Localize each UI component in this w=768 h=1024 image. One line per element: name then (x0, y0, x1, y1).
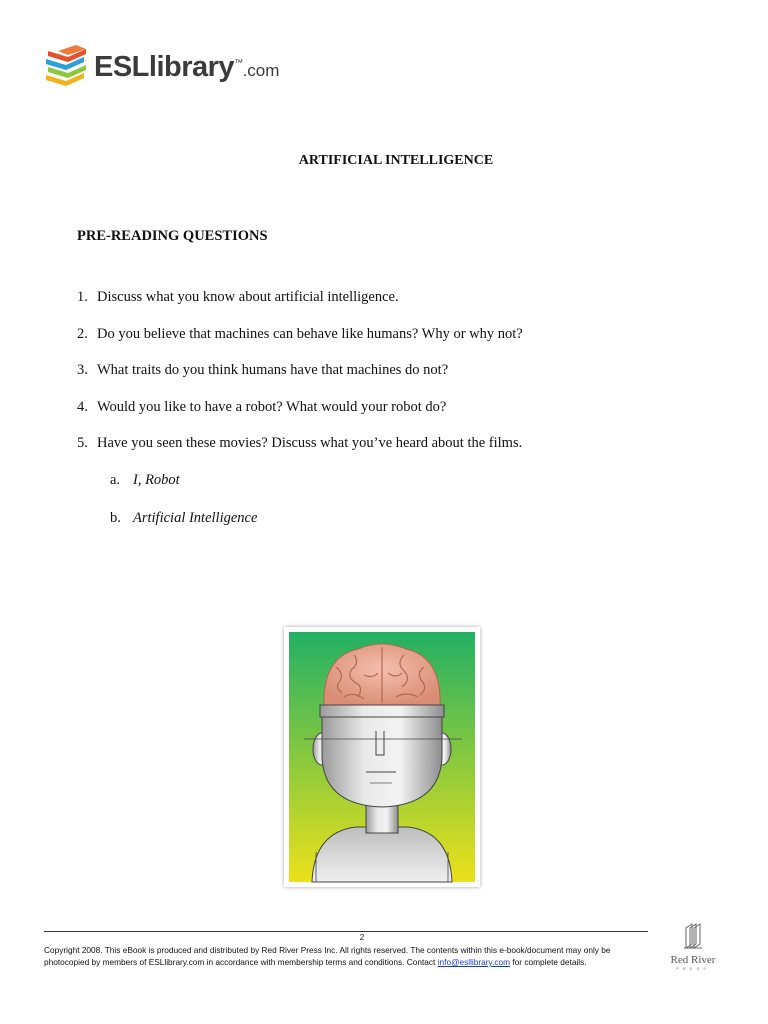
red-river-press-logo (664, 922, 722, 974)
copyright-line-2-text: photocopied by members of ESLlibrary.com in accordance with membership terms and conditions. Contact (44, 957, 438, 967)
question-number: 4. (77, 398, 88, 415)
footer-divider (44, 931, 648, 932)
movie-item (110, 510, 523, 548)
books-outline-icon (678, 922, 708, 950)
esl-library-logo (44, 44, 279, 90)
publisher-name: Red River (670, 954, 716, 966)
question-text: Do you believe that machines can behave like humans? Why or why not? (97, 325, 523, 342)
movie-letter: b. (110, 509, 121, 526)
question-item (77, 399, 523, 436)
movie-title: I, Robot (133, 471, 180, 488)
contact-email-link[interactable]: info@esllibrary.com (437, 957, 511, 967)
logo-library: library (148, 50, 235, 83)
movie-title: Artificial Intelligence (133, 509, 258, 526)
copyright-line-2 (44, 956, 664, 968)
movie-list (110, 472, 523, 548)
logo-trademark: ™ (234, 56, 243, 67)
logo-wordmark (94, 50, 280, 83)
question-text: What traits do you think humans have that machines do not? (97, 362, 449, 378)
question-text: Would you like to have a robot? What would your robot do? (97, 398, 447, 415)
section-heading: PRE-READING QUESTIONS (77, 228, 268, 244)
copyright-notice (44, 944, 664, 968)
question-text: Have you seen these movies? Discuss what you’ve heard about the films. (97, 435, 523, 451)
movie-sublist-wrapper (77, 472, 523, 548)
logo-domain: .com (242, 60, 280, 80)
document-title: ARTIFICIAL INTELLIGENCE (298, 153, 494, 168)
question-text: Discuss what you know about artificial intelligence. (97, 289, 399, 305)
movie-item (110, 472, 523, 510)
question-item (77, 362, 523, 399)
question-item (77, 289, 523, 326)
question-number: 1. (77, 289, 88, 305)
question-list (77, 289, 523, 548)
publisher-subtitle: PRESS (676, 966, 710, 971)
question-number: 3. (77, 362, 88, 378)
page-number: 2 (359, 933, 365, 942)
movie-letter: a. (110, 471, 121, 488)
question-item (77, 435, 523, 472)
robot-head-with-brain-illustration (284, 627, 480, 887)
question-number: 5. (77, 435, 88, 451)
question-item (77, 326, 523, 363)
logo-brand: ESL (94, 50, 149, 83)
copyright-line-2-end: for complete details. (510, 957, 587, 967)
copyright-line-1: Copyright 2008. This eBook is produced and distributed by Red River Press Inc. All rights reserved. The contents within this e-book/document may only be (44, 945, 611, 955)
question-number: 2. (77, 325, 88, 342)
stacked-books-icon (44, 45, 90, 89)
